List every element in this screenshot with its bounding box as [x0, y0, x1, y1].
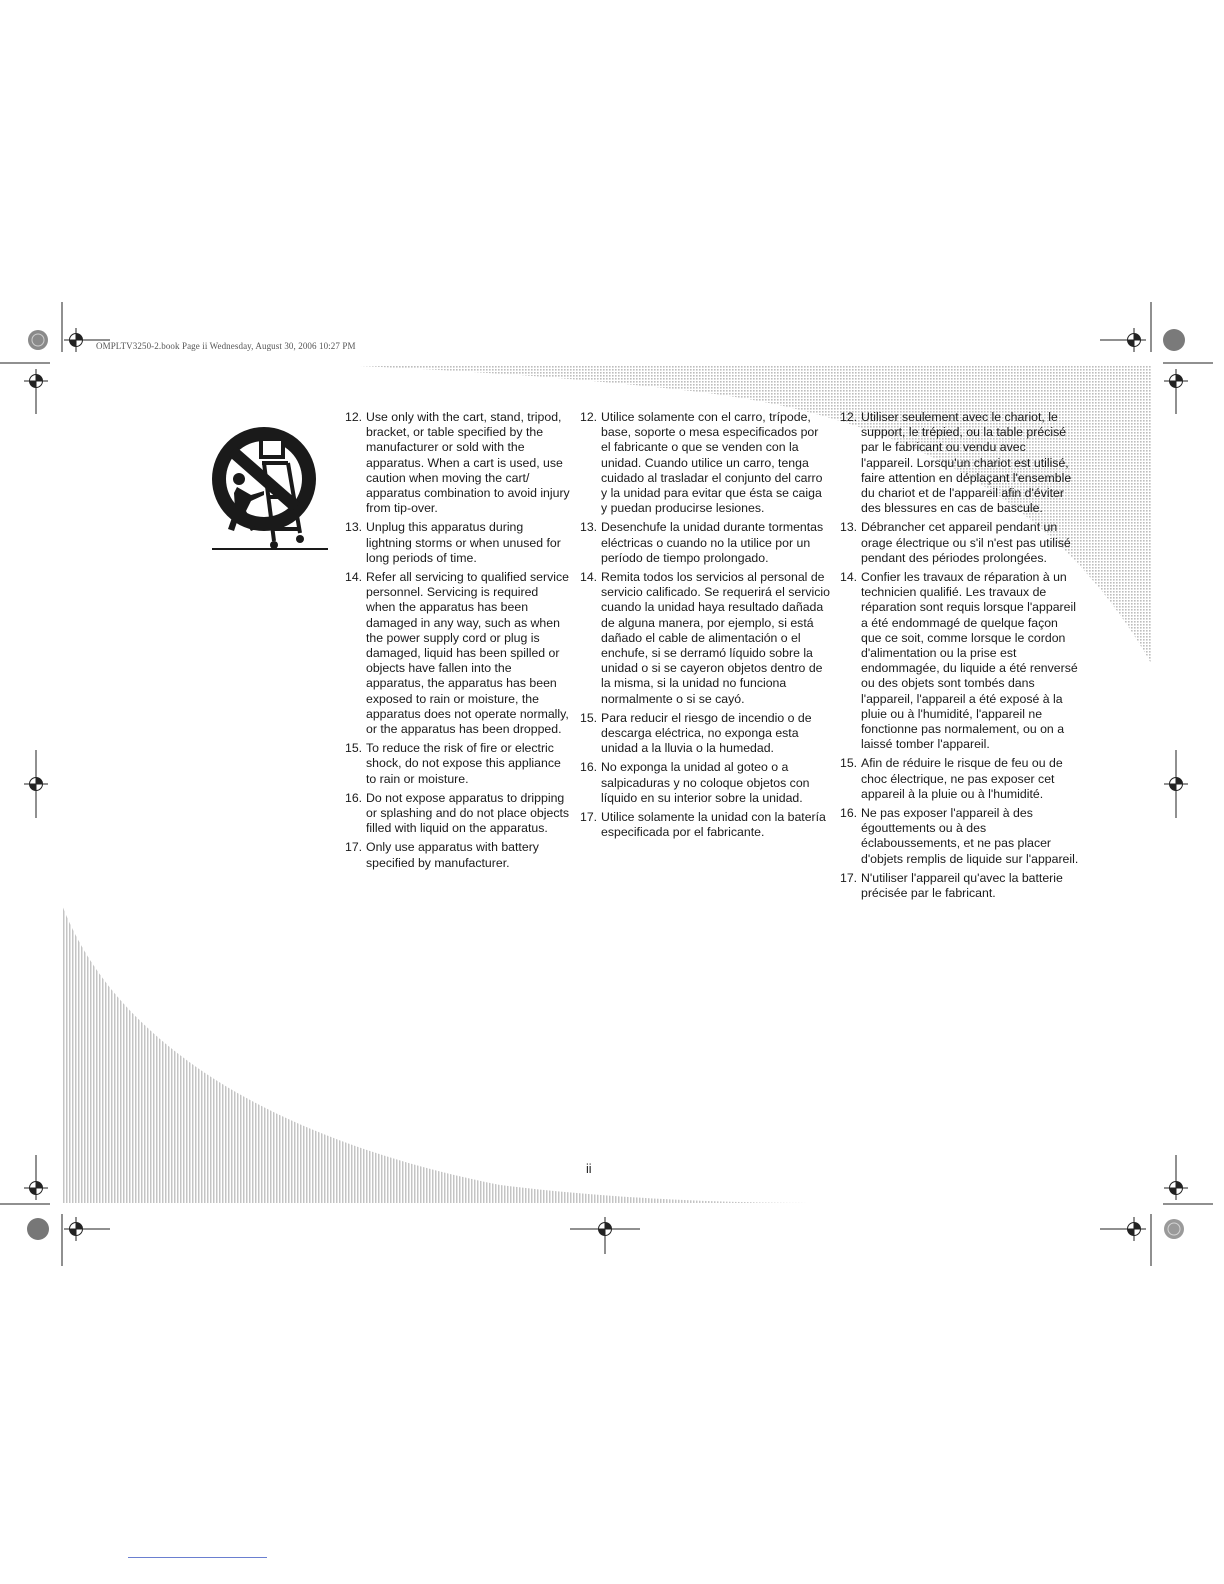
list-item: [840, 570, 1080, 752]
item-text: Utilice solamente con el carro, trípode, base, soporte o mesa especificados por el fabricante o que se venden con la unidad. Cuando utilice un carro, tenga cuidado al trasladar el conjunto del carro y la unidad para evitar que ésta se caiga y puedan producirse lesiones.: [601, 410, 823, 516]
scan-rule-line: [128, 1557, 267, 1558]
spanish-column: [580, 410, 830, 844]
item-number: 17.: [345, 840, 363, 855]
item-number: 12.: [840, 410, 858, 424]
list-item: [580, 760, 830, 806]
item-number: 12.: [345, 410, 363, 424]
list-item: [345, 791, 570, 837]
item-number: 12.: [580, 410, 598, 424]
list-item: [840, 871, 1080, 901]
item-number: 17.: [580, 810, 598, 825]
list-item: [840, 520, 1080, 566]
list-item: [580, 810, 830, 840]
item-text: Do not expose apparatus to dripping or splashing and do not place objects filled with liquid on the apparatus.: [366, 790, 570, 836]
list-item: [580, 520, 830, 566]
item-text: Refer all servicing to qualified service personnel. Servicing is required when the apparatus has been damaged in any way, such as when the power supply cord or plug is damaged, liquid has been spilled or objects have fallen into the apparatus, the apparatus has been exposed to rain or moisture, the apparatus does not operate normally, or the apparatus has been dropped.: [366, 570, 569, 737]
item-text: No exponga la unidad al goteo o a salpicaduras y no coloque objetos con líquido en su interior sobre la unidad.: [601, 760, 810, 805]
item-text: Only use apparatus with battery specified by manufacturer.: [366, 840, 539, 870]
item-text: Desenchufe la unidad durante tormentas eléctricas o cuando no la utilice por un período de tiempo prolongado.: [601, 520, 824, 565]
item-number: 15.: [580, 710, 598, 725]
list-item: [345, 741, 570, 787]
english-column: [345, 410, 570, 875]
item-number: 15.: [345, 741, 363, 756]
cart-tip-over-warning-icon: [204, 413, 332, 555]
item-number: 14.: [345, 570, 363, 585]
item-text: Unplug this apparatus during lightning storms or when unused for long periods of time.: [366, 520, 561, 565]
item-number: 17.: [840, 870, 858, 885]
list-item: [580, 711, 830, 757]
item-number: 15.: [840, 756, 858, 771]
item-number: 14.: [580, 570, 598, 585]
item-number: 13.: [345, 520, 363, 535]
item-text: Débrancher cet appareil pendant un orage électrique ou s'il n'est pas utilisé pendant des périodes prolongées.: [861, 520, 1071, 565]
item-number: 16.: [580, 760, 598, 775]
list-item: [580, 410, 830, 516]
item-text: Para reducir el riesgo de incendio o de descarga eléctrica, no exponga esta unidad a la lluvia o la humedad.: [601, 710, 812, 756]
item-text: Remita todos los servicios al personal de servicio calificado. Se requerirá el servicio cuando la unidad haya resultado dañada de alguna manera, por ejemplo, si está dañado el cable de alimentación o el enchufe, si se derramó líquido sobre la unidad o si se cayeron objetos dentro de la misma, si la unidad no funciona normalmente o si se cayó.: [601, 570, 830, 706]
item-text: Utilice solamente la unidad con la batería especificada por el fabricante.: [601, 810, 826, 840]
list-item: [345, 410, 570, 516]
list-item: [580, 570, 830, 707]
item-text: Confier les travaux de réparation à un technicien qualifié. Les travaux de réparation sont requis lorsque l'appareil a été endommagé de quelque façon que ce soit, comme lorsque le cordon d'alimentation ou la prise est endommagée, du liquide a été renversé ou des objets sont tombés dans l'appareil, l'appareil a été exposé à la pluie ou à l'humidité, l'appareil ne fonctionne pas normalement, ou on a laissé tomber l'appareil.: [861, 570, 1078, 752]
bottom-swoosh-shade: [62, 905, 830, 1203]
french-column: [840, 410, 1080, 905]
item-text: To reduce the risk of fire or electric shock, do not expose this appliance to rain or moisture.: [366, 741, 561, 786]
item-text: Afin de réduire le risque de feu ou de choc électrique, ne pas exposer cet appareil à la pluie ou à l'humidité.: [861, 756, 1063, 801]
list-item: [345, 520, 570, 566]
item-number: 13.: [840, 520, 858, 535]
item-text: Use only with the cart, stand, tripod, bracket, or table specified by the manufacturer or sold with the apparatus. When a cart is used, use caution when moving the cart/ apparatus combination to avoid injury from tip-over.: [366, 410, 570, 516]
item-text: Utiliser seulement avec le chariot, le support, le trépied, ou la table précisé par le fabricant ou vendu avec l'appareil. Lorsqu'un chariot est utilisé, faire attention en déplaçant l'ensemble du chariot et de l'appareil afin d'éviter des blessures en cas de bascule.: [861, 410, 1072, 516]
list-item: [345, 840, 570, 870]
item-number: 13.: [580, 520, 598, 535]
item-text: N'utiliser l'appareil qu'avec la batterie précisée par le fabricant.: [861, 870, 1063, 901]
list-item: [840, 806, 1080, 867]
list-item: [345, 570, 570, 737]
page-number: ii: [586, 1162, 592, 1176]
item-number: 14.: [840, 570, 858, 585]
item-number: 16.: [345, 790, 363, 805]
print-header: OMPLTV3250-2.book Page ii Wednesday, August 30, 2006 10:27 PM: [96, 341, 356, 351]
list-item: [840, 756, 1080, 802]
list-item: [840, 410, 1080, 516]
item-number: 16.: [840, 806, 858, 821]
item-text: Ne pas exposer l'appareil à des égouttements ou à des éclaboussements, et ne pas placer d'objets remplis de liquide sur l'appareil.: [861, 806, 1079, 866]
